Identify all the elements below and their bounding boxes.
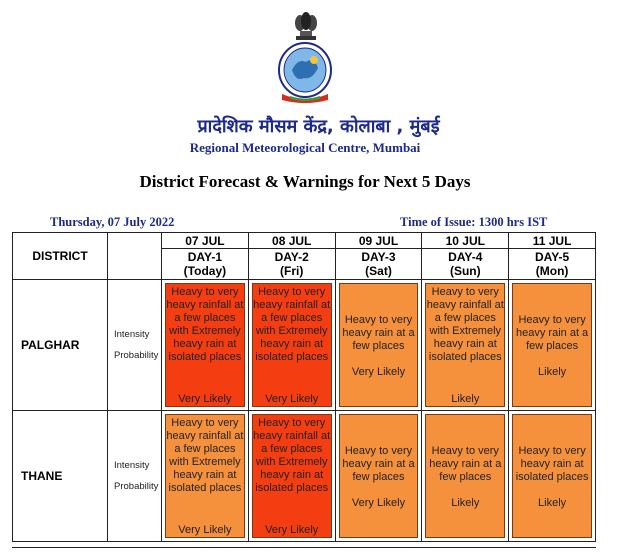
forecast-text: Heavy to very heavy rain at a few places [342,313,415,352]
warning-box [165,414,245,538]
day-number: DAY-3 [361,250,396,264]
forecast-cell [422,280,509,411]
national-emblem-icon [288,10,324,42]
day-label [335,249,422,280]
intensity-label: Intensity [114,460,150,471]
imd-logo-icon [274,40,336,104]
day-date: 10 JUL [422,233,509,249]
district-header: DISTRICT [13,233,108,280]
day-date: 09 JUL [335,233,422,249]
forecast-text: Heavy to very heavy rainfall at a few places with Extremely heavy rain at isolated places [166,286,244,363]
hindi-office-name: प्रादेशिक मौसम केंद्र, कोलाबा , मुंबई [197,116,440,137]
table-row [13,411,596,542]
day-name: (Today) [183,264,227,278]
day-date: 07 JUL [162,233,249,249]
issue-date: Thursday, 07 July 2022 [50,215,175,229]
forecast-cell [162,411,249,542]
day-number: DAY-4 [448,250,483,264]
day-label [509,249,596,280]
forecast-probability: Likely [538,496,567,509]
forecast-text: Heavy to very heavy rainfall at a few places with Extremely heavy rain at isolated places [426,286,504,363]
day-date: 11 JUL [509,233,596,249]
day-date: 08 JUL [248,233,335,249]
forecast-text: Heavy to very heavy rain at a few places [429,444,502,483]
warning-box [165,283,245,407]
probability-label: Probability [114,350,159,361]
intensity-label: Intensity [114,329,150,340]
forecast-cell [422,411,509,542]
intensity-probability-labels [108,411,162,542]
day-name: (Mon) [535,264,569,278]
district-name: PALGHAR [13,280,108,411]
blank-header-cell [108,233,162,280]
english-office-name: Regional Meteorological Centre, Mumbai [189,140,421,155]
day-label [248,249,335,280]
day-number: DAY-2 [274,250,309,264]
warning-box [425,414,505,538]
forecast-text: Heavy to very heavy rain at isolated places [515,444,589,483]
forecast-cell [248,411,335,542]
forecast-cell [335,411,422,542]
warning-box [252,414,332,538]
forecast-probability: Very Likely [265,524,319,536]
table-row [13,280,596,411]
forecast-cell [248,280,335,411]
forecast-probability: Likely [538,365,567,378]
forecast-cell [335,280,422,411]
forecast-text: Heavy to very heavy rain at a few places [516,313,589,352]
day-name: (Sat) [365,264,392,278]
day-name: (Sun) [449,264,481,278]
warning-box [339,283,419,407]
intensity-probability-labels [108,280,162,411]
page-title: District Forecast & Warnings for Next 5 Days [139,172,471,191]
forecast-probability: Likely [451,393,480,405]
issue-time: Time of Issue: 1300 hrs IST [400,215,548,229]
forecast-text: Heavy to very heavy rainfall at a few places with Extremely heavy rain at isolated places [166,417,244,494]
day-label [422,249,509,280]
forecast-probability: Likely [451,496,480,509]
forecast-probability: Very Likely [178,524,232,536]
warning-box [339,414,419,538]
probability-label: Probability [114,481,159,492]
forecast-cell [509,411,596,542]
district-name: THANE [13,411,108,542]
day-number: DAY-1 [187,250,223,264]
warning-box [512,414,592,538]
day-name: (Fri) [280,264,304,278]
day-number: DAY-5 [534,250,570,264]
warning-box [425,283,505,407]
forecast-probability: Very Likely [178,393,232,405]
forecast-probability: Very Likely [351,365,406,378]
forecast-cell [509,280,596,411]
forecast-text: Heavy to very heavy rainfall at a few places with Extremely heavy rain at isolated places [253,417,331,494]
forecast-probability: Very Likely [265,393,319,405]
forecast-table [12,232,596,542]
forecast-cell [162,280,249,411]
day-label [162,249,249,280]
warning-box [512,283,592,407]
warning-box [252,283,332,407]
forecast-text: Heavy to very heavy rainfall at a few places with Extremely heavy rain at isolated places [253,286,331,363]
forecast-text: Heavy to very heavy rain at a few places [342,444,415,483]
header-row-dates [13,233,596,249]
forecast-probability: Very Likely [351,496,406,509]
